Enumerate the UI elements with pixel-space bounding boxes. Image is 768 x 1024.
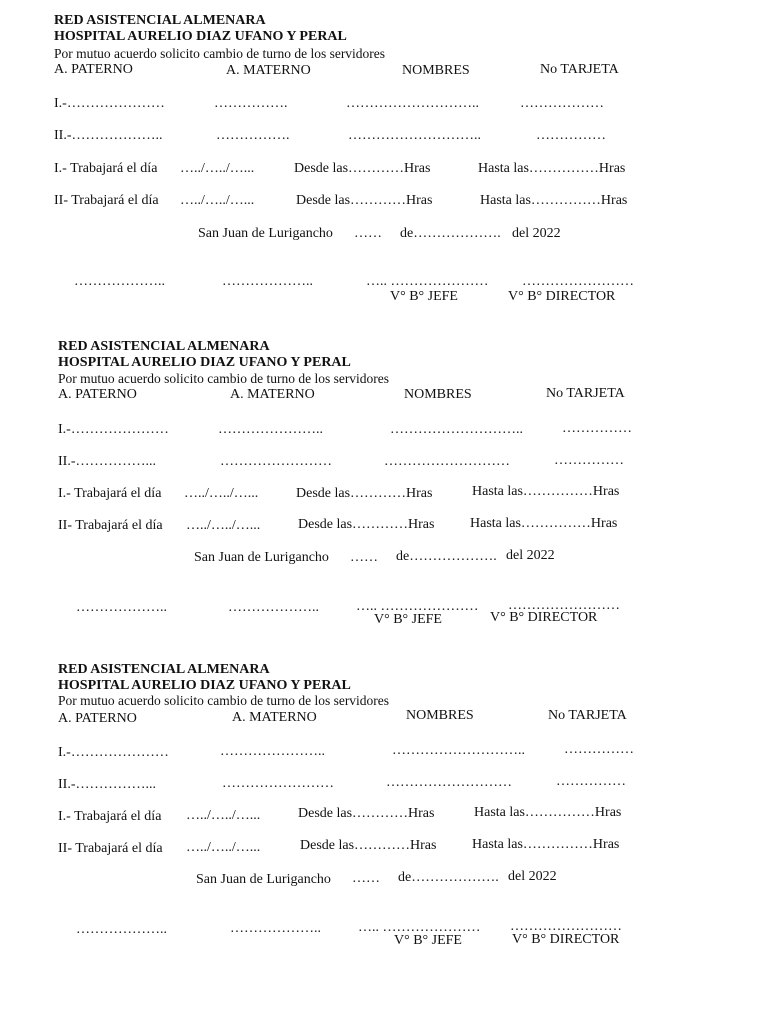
signature-line-director[interactable]: …………………… [522, 274, 634, 289]
row1-a-paterno-field[interactable]: I.-………………… [54, 96, 165, 111]
work2-label: II- Trabajará el día [58, 518, 163, 533]
work1-label: I.- Trabajará el día [58, 809, 162, 824]
row1-nombres-field[interactable]: ……………………….. [392, 743, 525, 758]
work2-hasta-field[interactable]: Hasta las……………Hras [470, 516, 618, 531]
work2-desde-field[interactable]: Desde las…………Hras [300, 838, 437, 853]
row1-nombres-field[interactable]: ……………………….. [346, 96, 479, 111]
row1-a-materno-field[interactable]: ………………….. [220, 744, 325, 759]
signature-line-2[interactable]: ……………….. [222, 274, 313, 289]
row2-a-materno-field[interactable]: …………………… [222, 776, 334, 791]
org-name: RED ASISTENCIAL ALMENARA [58, 339, 270, 354]
signature-label-jefe: V° B° JEFE [374, 612, 442, 627]
date-place: San Juan de Lurigancho [198, 226, 333, 241]
signature-label-director: V° B° DIRECTOR [512, 932, 620, 947]
row2-a-paterno-field[interactable]: II.-……………….. [54, 128, 163, 143]
header-a-paterno: A. PATERNO [58, 387, 137, 402]
row2-a-materno-field[interactable]: …………………… [220, 454, 332, 469]
work1-hasta-field[interactable]: Hasta las……………Hras [472, 484, 620, 499]
intro-text: Por mutuo acuerdo solicito cambio de turno de los servidores [58, 371, 390, 386]
header-no-tarjeta: No TARJETA [540, 62, 619, 77]
work2-date-field[interactable]: …../…../…... [186, 840, 261, 855]
row2-tarjeta-field[interactable]: …………… [536, 128, 606, 143]
work2-label: II- Trabajará el día [58, 841, 163, 856]
shift-change-form-2 [0, 325, 768, 645]
intro-text: Por mutuo acuerdo solicito cambio de turno de los servidores [54, 46, 386, 61]
shift-change-form-1 [0, 0, 768, 320]
org-name: RED ASISTENCIAL ALMENARA [58, 662, 270, 677]
row1-a-paterno-field[interactable]: I.-………………… [58, 745, 169, 760]
row2-nombres-field[interactable]: ……………………… [384, 454, 510, 469]
work1-label: I.- Trabajará el día [58, 486, 162, 501]
signature-line-director[interactable]: …………………… [508, 598, 620, 613]
row2-tarjeta-field[interactable]: …………… [556, 774, 626, 789]
signature-label-director: V° B° DIRECTOR [508, 289, 616, 304]
date-year: del 2022 [508, 869, 557, 884]
signature-label-jefe: V° B° JEFE [394, 933, 462, 948]
header-a-paterno: A. PATERNO [58, 711, 137, 726]
date-month-field[interactable]: de………………. [396, 549, 497, 564]
work2-date-field[interactable]: …../…../…... [180, 193, 255, 208]
signature-line-jefe[interactable]: ….. ………………… [366, 274, 489, 289]
signature-line-1[interactable]: ……………….. [76, 922, 167, 937]
date-year: del 2022 [506, 548, 555, 563]
date-month-field[interactable]: de………………. [398, 870, 499, 885]
header-nombres: NOMBRES [404, 387, 472, 402]
header-no-tarjeta: No TARJETA [548, 708, 627, 723]
header-no-tarjeta: No TARJETA [546, 386, 625, 401]
row1-a-paterno-field[interactable]: I.-………………… [58, 422, 169, 437]
signature-line-2[interactable]: ……………….. [230, 921, 321, 936]
work1-hasta-field[interactable]: Hasta las……………Hras [474, 805, 622, 820]
work1-desde-field[interactable]: Desde las…………Hras [294, 161, 431, 176]
work1-hasta-field[interactable]: Hasta las……………Hras [478, 161, 626, 176]
shift-change-form-3 [0, 648, 768, 968]
date-year: del 2022 [512, 226, 561, 241]
row1-tarjeta-field[interactable]: …………… [564, 742, 634, 757]
date-place: San Juan de Lurigancho [196, 872, 331, 887]
hospital-name: HOSPITAL AURELIO DIAZ UFANO Y PERAL [58, 355, 351, 370]
signature-line-1[interactable]: ……………….. [74, 274, 165, 289]
work1-date-field[interactable]: …../…../…... [184, 486, 259, 501]
row1-nombres-field[interactable]: ……………………….. [390, 422, 523, 437]
header-a-materno: A. MATERNO [232, 710, 317, 725]
work1-desde-field[interactable]: Desde las…………Hras [296, 486, 433, 501]
work2-label: II- Trabajará el día [54, 193, 159, 208]
row2-a-materno-field[interactable]: ……………. [216, 128, 290, 143]
signature-line-1[interactable]: ……………….. [76, 600, 167, 615]
date-day-field[interactable]: …… [352, 871, 380, 886]
signature-line-director[interactable]: …………………… [510, 919, 622, 934]
work2-desde-field[interactable]: Desde las…………Hras [296, 193, 433, 208]
date-day-field[interactable]: …… [354, 226, 382, 241]
row2-nombres-field[interactable]: ……………………… [386, 775, 512, 790]
header-a-materno: A. MATERNO [226, 63, 311, 78]
date-day-field[interactable]: …… [350, 550, 378, 565]
signature-line-jefe[interactable]: ….. ………………… [358, 920, 481, 935]
row2-tarjeta-field[interactable]: …………… [554, 453, 624, 468]
work1-date-field[interactable]: …../…../…... [186, 808, 261, 823]
intro-text: Por mutuo acuerdo solicito cambio de turno de los servidores [58, 693, 390, 708]
hospital-name: HOSPITAL AURELIO DIAZ UFANO Y PERAL [54, 29, 347, 44]
date-month-field[interactable]: de………………. [400, 226, 501, 241]
row2-a-paterno-field[interactable]: II.-……………... [58, 454, 156, 469]
date-place: San Juan de Lurigancho [194, 550, 329, 565]
signature-line-2[interactable]: ……………….. [228, 600, 319, 615]
work2-desde-field[interactable]: Desde las…………Hras [298, 517, 435, 532]
row1-a-materno-field[interactable]: ……………. [214, 96, 288, 111]
row2-nombres-field[interactable]: ……………………….. [348, 128, 481, 143]
work1-desde-field[interactable]: Desde las…………Hras [298, 806, 435, 821]
header-a-materno: A. MATERNO [230, 387, 315, 402]
row1-a-materno-field[interactable]: ………………….. [218, 422, 323, 437]
work2-date-field[interactable]: …../…../…... [186, 518, 261, 533]
row2-a-paterno-field[interactable]: II.-……………... [58, 777, 156, 792]
signature-label-jefe: V° B° JEFE [390, 289, 458, 304]
org-name: RED ASISTENCIAL ALMENARA [54, 13, 266, 28]
work2-hasta-field[interactable]: Hasta las……………Hras [480, 193, 628, 208]
row1-tarjeta-field[interactable]: …………… [562, 421, 632, 436]
work1-date-field[interactable]: …../…../…... [180, 161, 255, 176]
signature-line-jefe[interactable]: ….. ………………… [356, 599, 479, 614]
work2-hasta-field[interactable]: Hasta las……………Hras [472, 837, 620, 852]
work1-label: I.- Trabajará el día [54, 161, 158, 176]
header-nombres: NOMBRES [406, 708, 474, 723]
header-a-paterno: A. PATERNO [54, 62, 133, 77]
row1-tarjeta-field[interactable]: ……………… [520, 96, 604, 111]
header-nombres: NOMBRES [402, 63, 470, 78]
hospital-name: HOSPITAL AURELIO DIAZ UFANO Y PERAL [58, 678, 351, 693]
signature-label-director: V° B° DIRECTOR [490, 610, 598, 625]
